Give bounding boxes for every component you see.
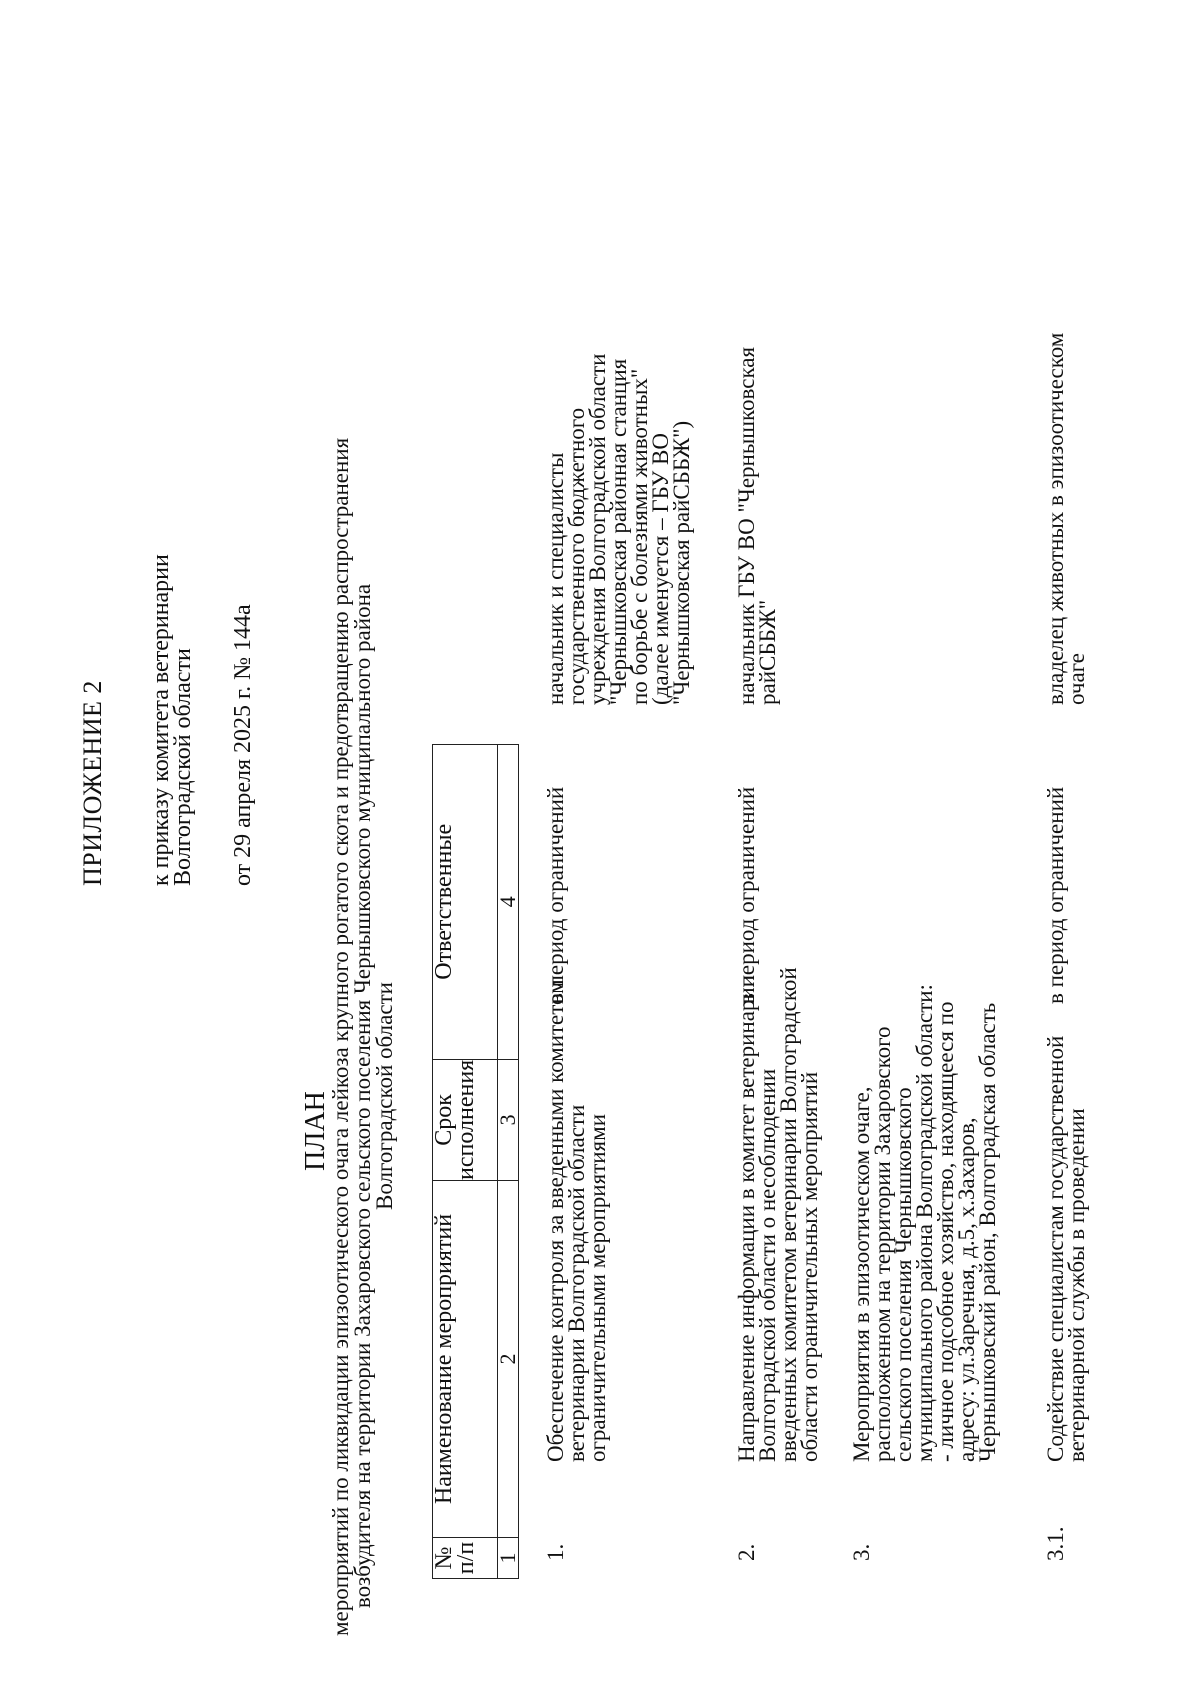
row-action bbox=[849, 984, 1000, 1462]
action-line: ограничительными мероприятиями bbox=[585, 1114, 610, 1462]
responsible-line: владелец животных в эпизоотическом bbox=[1043, 332, 1068, 705]
row-responsible bbox=[1045, 235, 1087, 705]
row-number: 3. bbox=[849, 1543, 874, 1561]
responsible-line: "Чернышковская районная станция bbox=[606, 358, 631, 705]
order-line: Волгоградской области bbox=[170, 648, 196, 886]
responsible-line: учреждения Волгоградской области bbox=[585, 353, 610, 705]
row-deadline: в период ограничений bbox=[734, 786, 759, 1004]
row-deadline: в период ограничений bbox=[543, 786, 568, 1004]
column-header-responsible: Ответственные bbox=[433, 744, 498, 1059]
row-number: 2. bbox=[734, 1543, 759, 1561]
column-number: 4 bbox=[498, 744, 519, 1059]
order-reference bbox=[150, 554, 194, 886]
responsible-line: (далее именуется – ГБУ ВО bbox=[648, 432, 673, 705]
responsible-line: очаге bbox=[1064, 652, 1089, 705]
action-line: ветеринарии Волгоградской области bbox=[564, 1104, 589, 1462]
responsible-line: райСББЖ" bbox=[755, 599, 780, 705]
row-action bbox=[1045, 1014, 1087, 1462]
action-line: адресу: ул.Заречная, д.5, х.Захаров, bbox=[954, 1117, 979, 1462]
action-line: введенных комитетом ветеринарии Волгоградской bbox=[776, 967, 801, 1462]
row-action bbox=[543, 979, 610, 1462]
column-number: 3 bbox=[498, 1059, 519, 1180]
action-line: Чернышковский район, Волгоградская область bbox=[975, 1002, 1000, 1462]
order-date: от 29 апреля 2025 г. № 144а bbox=[230, 604, 256, 886]
responsible-line: государственного бюджетного bbox=[564, 407, 589, 705]
column-number: 2 bbox=[498, 1181, 519, 1538]
action-line: области ограничительных мероприятий bbox=[797, 1071, 822, 1462]
row-deadline: в период ограничений bbox=[1043, 786, 1068, 1004]
subtitle-line: Волгоградской области bbox=[372, 982, 397, 1210]
action-line: муниципального района Волгоградской области: bbox=[912, 984, 937, 1462]
action-line: Содействие специалистам государственной bbox=[1043, 1035, 1068, 1462]
order-line: к приказу комитета ветеринарии bbox=[148, 554, 174, 886]
subtitle-line: мероприятий по ликвидации эпизоотического очага лейкоза крупного рогатого скота и предотвращению распространения bbox=[328, 437, 353, 1636]
column-header-deadline: Срок исполнения bbox=[433, 1059, 498, 1180]
subtitle-line: возбудителя на территории Захаровского сельского поселения Чернышковского муниципального района bbox=[350, 583, 375, 1609]
column-header-action: Наименование мероприятий bbox=[433, 1181, 498, 1538]
row-number: 1. bbox=[543, 1543, 568, 1561]
column-header-number: № п/п bbox=[433, 1538, 498, 1579]
plan-title: ПЛАН bbox=[300, 1091, 331, 1171]
responsible-line: начальник ГБУ ВО "Чернышковская bbox=[734, 346, 759, 705]
column-number: 1 bbox=[498, 1538, 519, 1579]
action-line: - личное подсобное хозяйство, находящееся по bbox=[933, 1001, 958, 1462]
action-line: сельского поселения Чернышковского bbox=[891, 1087, 916, 1462]
row-responsible bbox=[545, 235, 692, 705]
action-line: Обеспечение контроля за введенными комитетом bbox=[543, 979, 568, 1462]
row-responsible bbox=[736, 235, 778, 705]
appendix-heading: ПРИЛОЖЕНИЕ 2 bbox=[78, 680, 107, 886]
plan-table-header bbox=[432, 744, 519, 1579]
responsible-line: начальник и специалисты bbox=[543, 452, 568, 705]
action-line: Мероприятия в эпизоотическом очаге, bbox=[849, 1086, 874, 1462]
column-number-row bbox=[498, 744, 519, 1578]
responsible-line: по борьбе с болезнями животных" bbox=[627, 368, 652, 705]
action-line: Направление информации в комитет ветеринарии bbox=[734, 974, 759, 1462]
responsible-line: "Чернышковская райСББЖ") bbox=[669, 420, 694, 705]
header-row bbox=[433, 744, 498, 1578]
plan-subtitle bbox=[328, 437, 397, 1636]
action-line: ветеринарной службы в проведении bbox=[1064, 1108, 1089, 1462]
row-number: 3.1. bbox=[1043, 1526, 1068, 1561]
row-action bbox=[734, 967, 822, 1462]
action-line: расположенном на территории Захаровского bbox=[870, 1026, 895, 1462]
action-line: Волгоградской области о несоблюдении bbox=[755, 1068, 780, 1462]
